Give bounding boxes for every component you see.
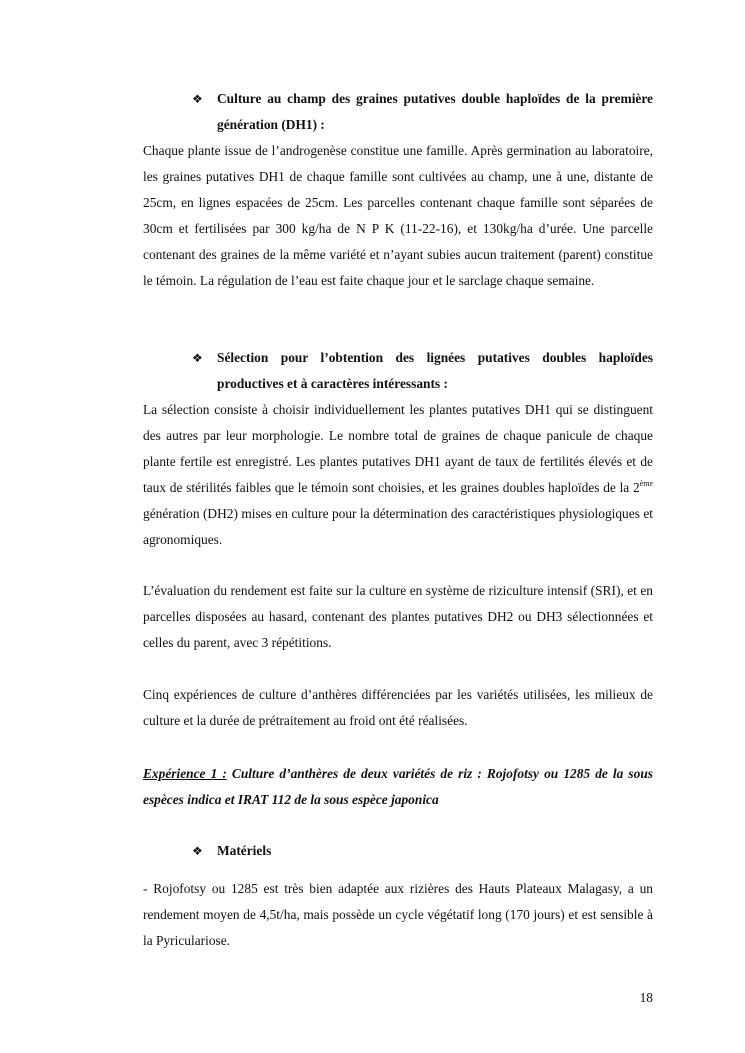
superscript-eme: ème xyxy=(639,479,653,488)
paragraph-selection-part2: génération (DH2) mises en culture pour la détermination des caractéristiques physiologiques et agronomiques. xyxy=(143,506,653,547)
paragraph-evaluation: L’évaluation du rendement est faite sur la culture en système de riziculture intensif (SRI), et en parcelles disposées au hasard, contenant des plantes putatives DH2 ou DH3 sélectionnées et celles du parent, avec 3 répétitions. xyxy=(143,583,653,650)
section-heading-culture-champ xyxy=(192,86,653,138)
paragraph-selection-part1: La sélection consiste à choisir individuellement les plantes putatives DH1 qui se distinguent des autres par leur morphologie. Le nombre total de graines de chaque panicule de chaque plante fertile est enregistré. Les plantes putatives DH1 ayant de taux de fertilités élevés et de taux de stérilités faibles que le témoin sont choisies, et les graines doubles haploïdes de la 2 xyxy=(143,402,653,495)
section-heading-materiels xyxy=(192,838,653,864)
heading-text: Matériels xyxy=(217,843,272,858)
heading-text: Sélection pour l’obtention des lignées putatives doubles haploïdes productives et à caractères intéressants : xyxy=(217,350,653,391)
diamond-bullet-icon: ❖ xyxy=(192,844,203,858)
paragraph-selection xyxy=(143,397,653,553)
paragraph-culture-champ: Chaque plante issue de l’androgenèse constitue une famille. Après germination au laboratoire, les graines putatives DH1 de chaque famille sont cultivées au champ, une à une, distante de 25cm, en lignes espacées de 25cm. Les parcelles contenant chaque famille sont séparées de 30cm et fertilisées par 300 kg/ha de N P K (11-22-16), et 130kg/ha d’urée. Une parcelle contenant des graines de la même variété et n’ayant subies aucun traitement (parent) constitue le témoin. La régulation de l’eau est faite chaque jour et le sarclage chaque semaine. xyxy=(143,143,653,288)
paragraph-cinq-experiences: Cinq expériences de culture d’anthères différenciées par les variétés utilisées, les milieux de culture et la durée de prétraitement au froid ont été réalisées. xyxy=(143,687,653,728)
experience-label: Expérience 1 : xyxy=(143,766,227,781)
heading-text: Culture au champ des graines putatives double haploïdes de la première génération (DH1) : xyxy=(217,91,653,132)
list-item-rojofotsy: - Rojofotsy ou 1285 est très bien adaptée aux rizières des Hauts Plateaux Malagasy, a un rendement moyen de 4,5t/ha, mais possède un cycle végétatif long (170 jours) et est sensible à la Pyriculariose. xyxy=(143,881,653,949)
experience-title-text: Culture d’anthères de deux variétés de riz : Rojofotsy ou 1285 de la sous espèces indica et IRAT 112 de la sous espèce japonica xyxy=(143,766,653,807)
diamond-bullet-icon: ❖ xyxy=(192,92,203,106)
section-heading-selection xyxy=(192,345,653,397)
page-number: 18 xyxy=(639,990,653,1005)
experience-1-title xyxy=(143,761,653,813)
diamond-bullet-icon: ❖ xyxy=(192,351,203,365)
